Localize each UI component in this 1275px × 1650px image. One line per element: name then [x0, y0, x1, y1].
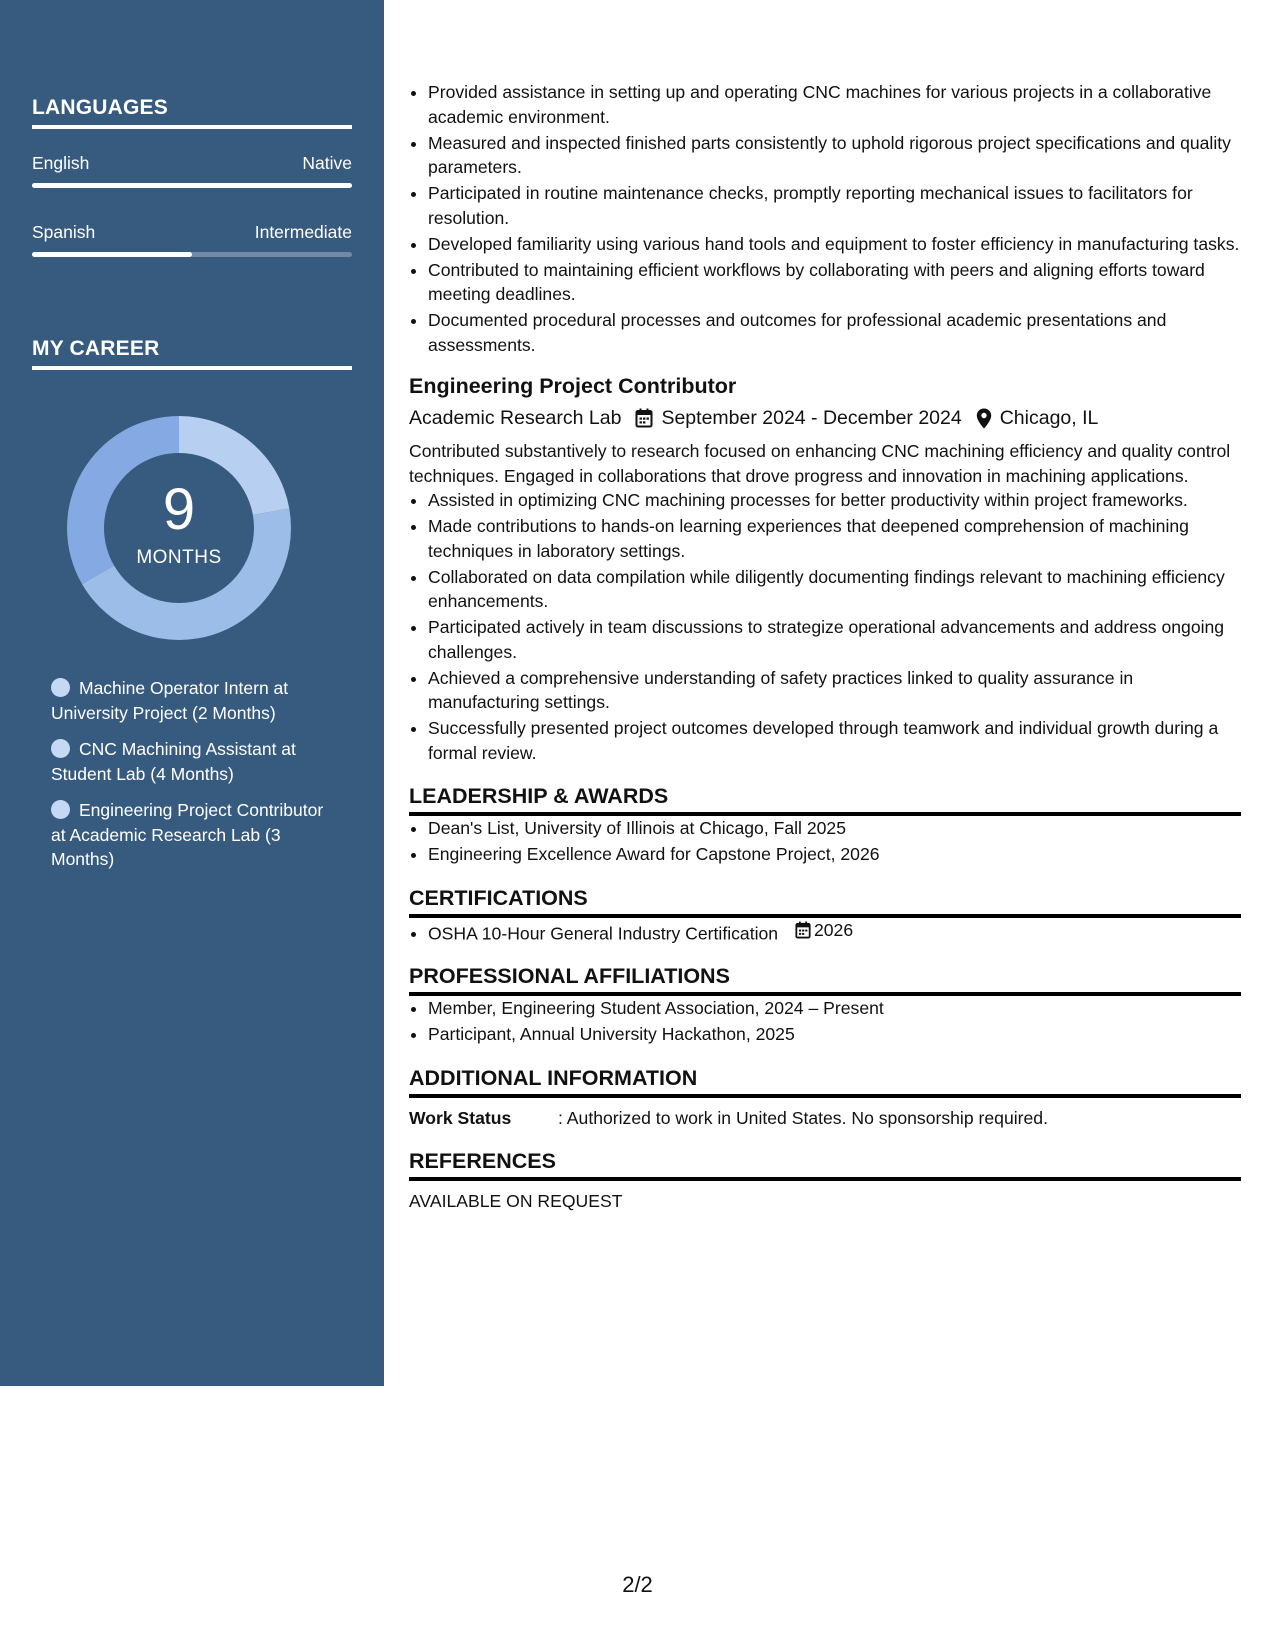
- work-status-row: [409, 1106, 1241, 1131]
- list-item: • Engineering Excellence Award for Capstone Project, 2026: [428, 842, 1241, 867]
- list-item: • Contributed to maintaining efficient workflows by collaborating with peers and aligning efforts toward meeting deadlines.: [428, 258, 1241, 307]
- list-item: • Assisted in optimizing CNC machining processes for better productivity within project frameworks.: [428, 488, 1241, 513]
- career-item: [51, 798, 341, 872]
- career-total-unit: MONTHS: [136, 547, 222, 568]
- career-item: [51, 676, 341, 725]
- work-status-value: : Authorized to work in United States. No sponsorship required.: [558, 1107, 1048, 1128]
- job-dates: September 2024 - December 2024: [661, 407, 962, 429]
- sidebar: [0, 0, 384, 1386]
- main-content: [409, 80, 1241, 1214]
- calendar-icon: [635, 408, 653, 428]
- language-level: Native: [302, 153, 352, 173]
- list-item: • Participated in routine maintenance checks, promptly reporting mechanical issues to facilitators for resolution.: [428, 181, 1241, 230]
- language-proficiency-fill: [32, 252, 192, 257]
- certifications-list: [409, 918, 1241, 946]
- career-item-text: Machine Operator Intern at University Project (2 Months): [51, 678, 289, 723]
- language-name: Spanish: [32, 222, 96, 242]
- list-item: • Dean's List, University of Illinois at Chicago, Fall 2025: [428, 816, 1241, 841]
- career-donut: [66, 415, 292, 641]
- languages-heading: LANGUAGES: [32, 96, 352, 129]
- career-donut-center: [66, 415, 292, 641]
- job-company: Academic Research Lab: [409, 407, 622, 429]
- certification-date-wrap: [795, 918, 853, 943]
- affiliations-heading: PROFESSIONAL AFFILIATIONS: [409, 962, 1241, 996]
- list-item: • Made contributions to hands-on learning experiences that deepened comprehension of machining techniques in laboratory settings.: [428, 514, 1241, 563]
- job-bullets: [409, 488, 1241, 765]
- list-item: • Collaborated on data compilation while diligently documenting findings relevant to machining efficiency enhancements.: [428, 565, 1241, 614]
- career-item: [51, 737, 341, 786]
- career-heading: MY CAREER: [32, 337, 352, 370]
- career-item-text: Engineering Project Contributor at Academic Research Lab (3 Months): [51, 800, 324, 869]
- list-item: • Achieved a comprehensive understanding of safety practices linked to quality assurance in manufacturing settings.: [428, 666, 1241, 715]
- calendar-icon: [795, 921, 811, 939]
- leadership-list: [409, 816, 1241, 867]
- certifications-heading: CERTIFICATIONS: [409, 884, 1241, 918]
- career-total-value: 9: [162, 477, 196, 542]
- location-pin-icon: [976, 408, 992, 429]
- language-proficiency-bar: [32, 252, 352, 257]
- certification-date: 2026: [813, 919, 854, 940]
- language-item: [32, 153, 352, 188]
- language-item: [32, 222, 352, 257]
- language-proficiency-fill: [32, 183, 352, 188]
- previous-job-bullets: [409, 80, 1241, 357]
- language-level: Intermediate: [254, 222, 352, 242]
- career-item-text: CNC Machining Assistant at Student Lab (4 Months): [51, 739, 296, 784]
- certification-name: OSHA 10-Hour General Industry Certification: [428, 922, 779, 943]
- career-list: [51, 676, 341, 884]
- job-summary: Contributed substantively to research focused on enhancing CNC machining efficiency and quality control techniques. Engaged in collaborations that drove progress and innovation in machining applications.: [409, 441, 1231, 486]
- references-text: AVAILABLE ON REQUEST: [409, 1191, 623, 1212]
- language-proficiency-bar: [32, 183, 352, 188]
- list-item: • Participant, Annual University Hackathon, 2025: [428, 1022, 1241, 1047]
- language-name: English: [32, 153, 90, 173]
- page-number: 2/2: [622, 1572, 653, 1597]
- leadership-heading: LEADERSHIP & AWARDS: [409, 782, 1241, 816]
- job-title: Engineering Project Contributor: [409, 374, 737, 398]
- references-heading: REFERENCES: [409, 1147, 1241, 1181]
- bullet-dot-icon: [51, 678, 70, 697]
- list-item: • Successfully presented project outcomes developed through teamwork and individual growth during a formal review.: [428, 716, 1241, 765]
- list-item: • Member, Engineering Student Association, 2024 – Present: [428, 996, 1241, 1021]
- list-item: • Participated actively in team discussions to strategize operational advancements and address ongoing challenges.: [428, 615, 1241, 664]
- job-meta: [409, 403, 1241, 433]
- bullet-dot-icon: [51, 800, 70, 819]
- list-item: [428, 918, 1241, 946]
- bullet-dot-icon: [51, 739, 70, 758]
- additional-info-heading: ADDITIONAL INFORMATION: [409, 1064, 1241, 1098]
- affiliations-list: [409, 996, 1241, 1047]
- list-item: • Measured and inspected finished parts consistently to uphold rigorous project specifications and quality parameters.: [428, 131, 1241, 180]
- list-item: • Provided assistance in setting up and operating CNC machines for various projects in a collaborative academic environment.: [428, 80, 1241, 129]
- list-item: • Developed familiarity using various hand tools and equipment to foster efficiency in manufacturing tasks.: [428, 232, 1241, 257]
- job-location: Chicago, IL: [999, 407, 1099, 429]
- list-item: • Documented procedural processes and outcomes for professional academic presentations and assessments.: [428, 308, 1241, 357]
- work-status-label: Work Status: [409, 1107, 512, 1128]
